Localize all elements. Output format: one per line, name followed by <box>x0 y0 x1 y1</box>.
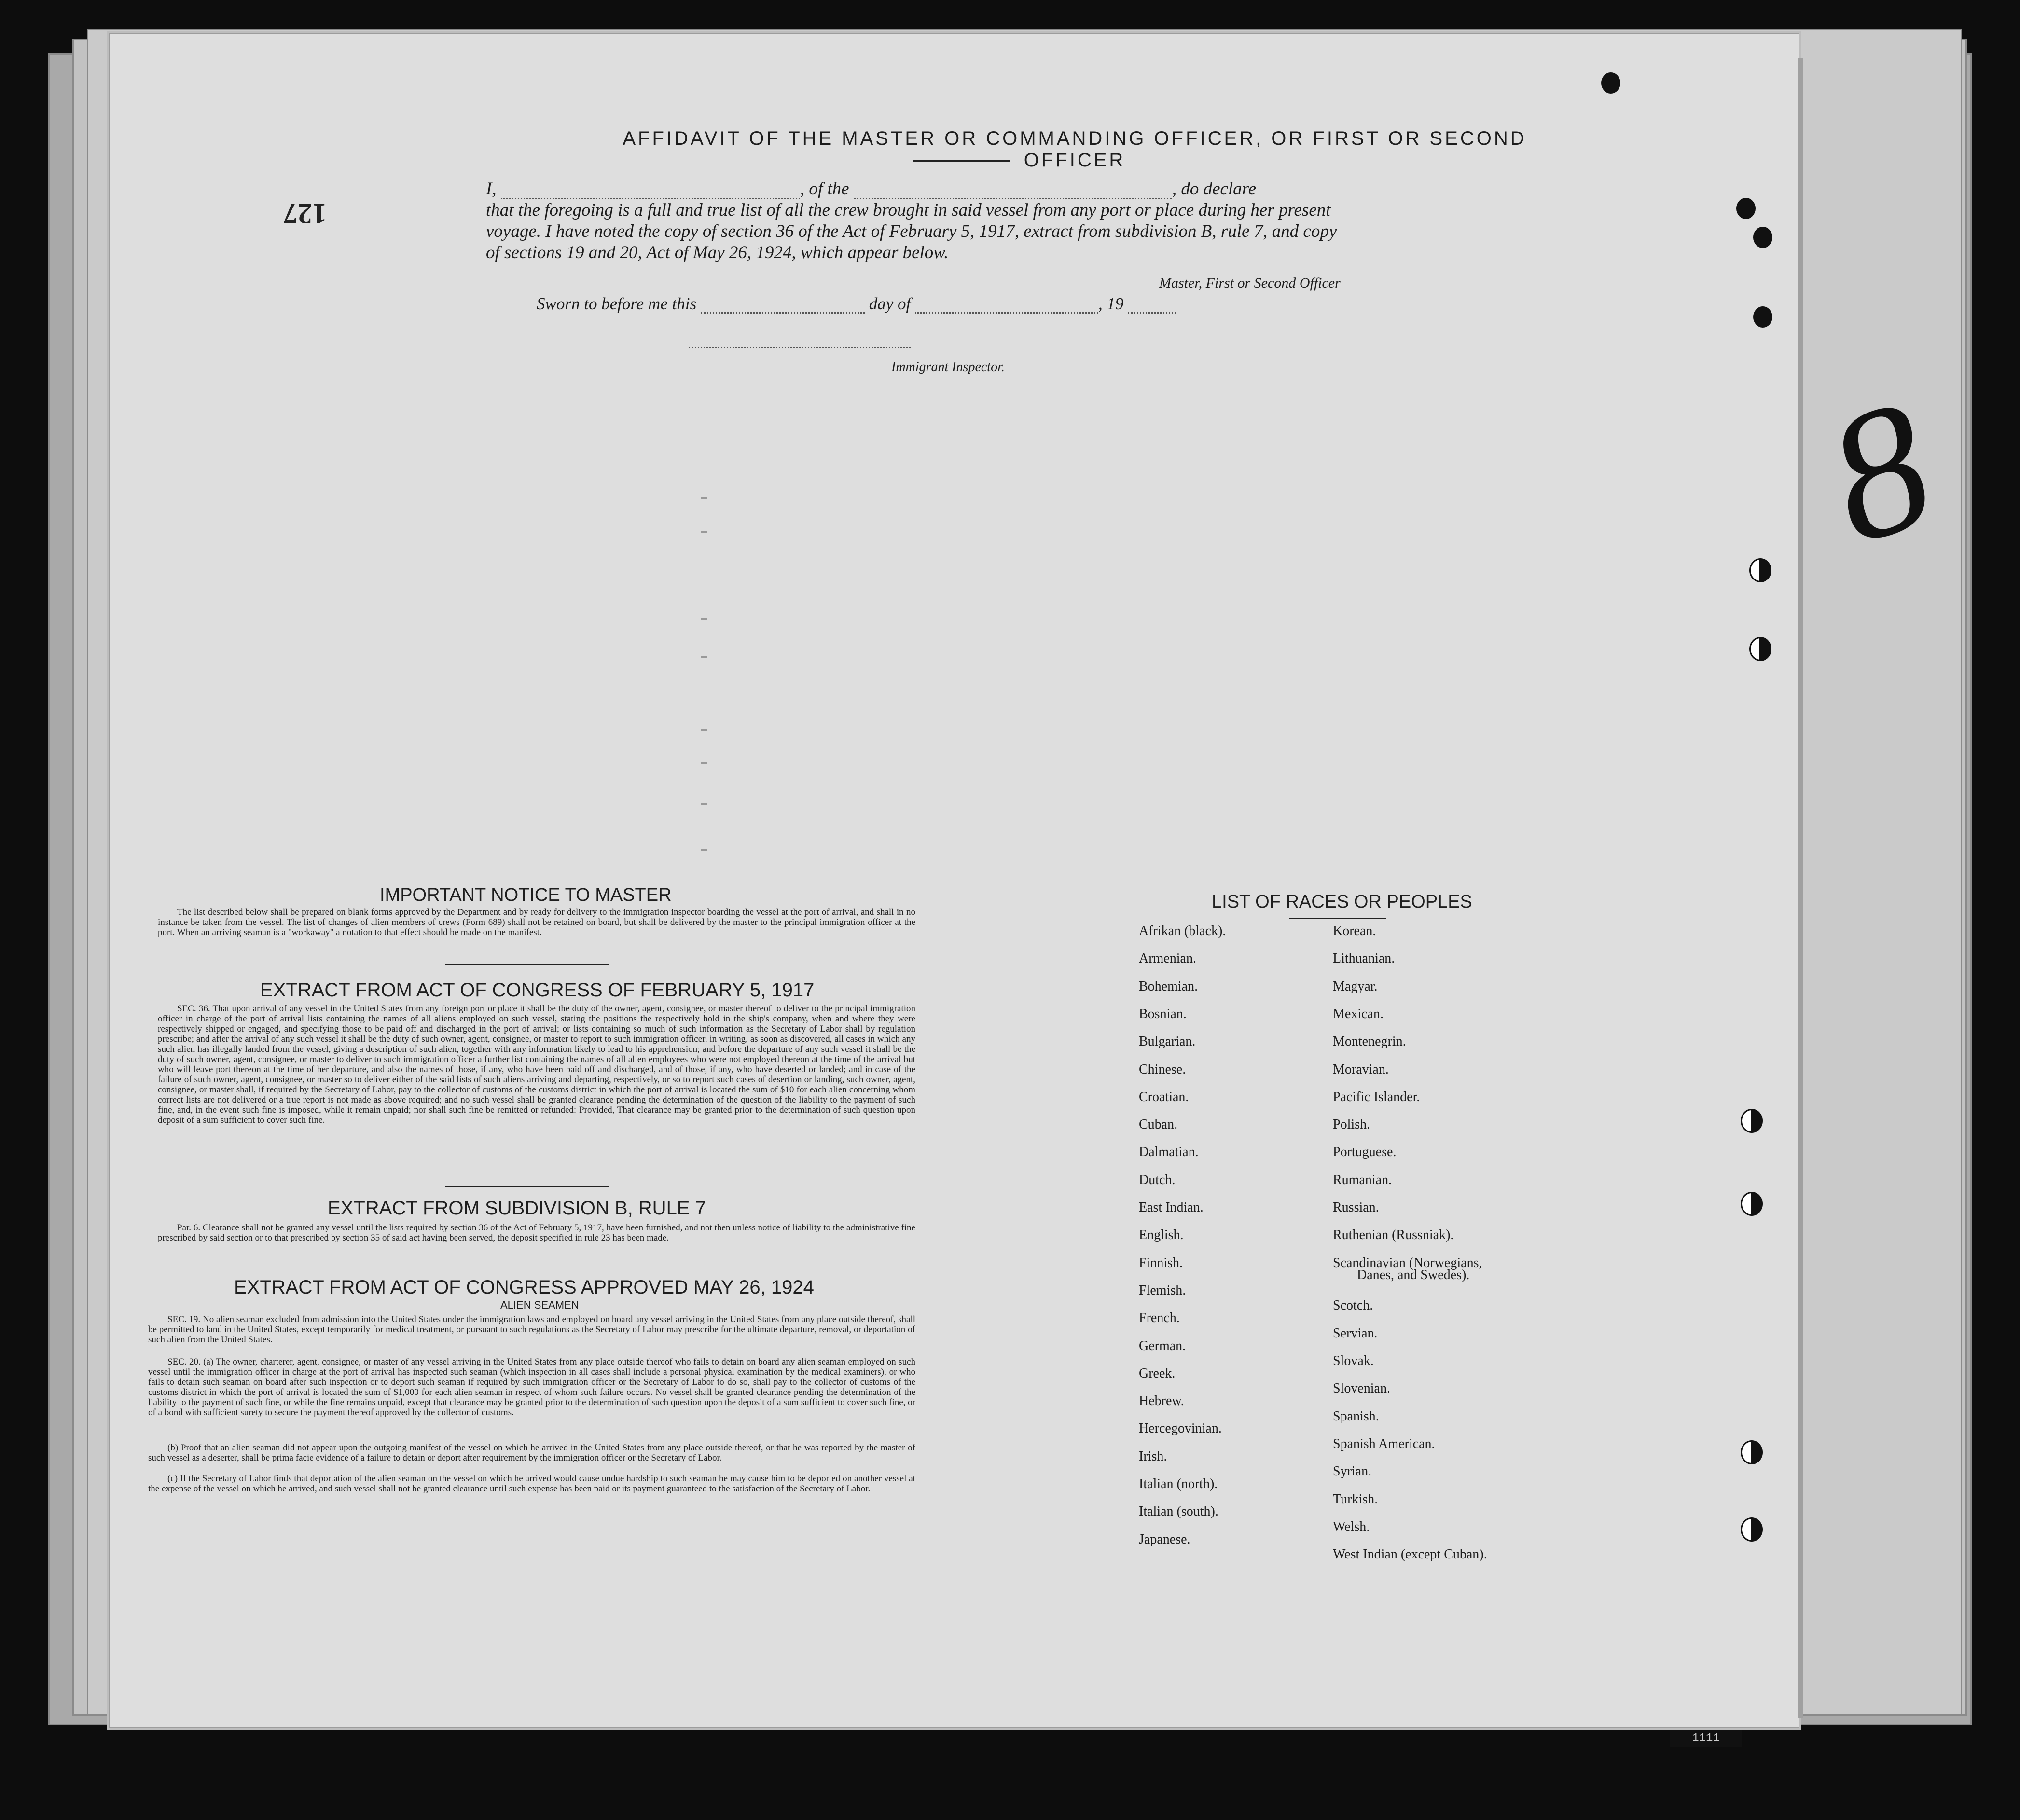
race-item: Slovenian. <box>1333 1381 1390 1396</box>
margin-dash <box>701 849 707 851</box>
race-item: French. <box>1139 1310 1180 1325</box>
margin-dash <box>701 618 707 620</box>
races-rule <box>1289 918 1386 919</box>
affidavit-line3: voyage. I have noted the copy of section 36 of the Act of February 5, 1917, extract from subdivision B, rule 7, and copy <box>486 221 1337 241</box>
race-item: Dalmatian. <box>1139 1144 1199 1159</box>
extract-1924-title: EXTRACT FROM ACT OF CONGRESS APPROVED MAY 26, 1924 <box>234 1277 814 1298</box>
title-rule <box>913 160 1010 162</box>
race-item: Spanish. <box>1333 1409 1379 1424</box>
race-item: Japanese. <box>1139 1532 1190 1547</box>
race-item: Magyar. <box>1333 979 1378 994</box>
race-item: Rumanian. <box>1333 1172 1392 1187</box>
race-item: West Indian (except Cuban). <box>1333 1547 1487 1562</box>
section-rule <box>445 964 609 965</box>
race-item: Scandinavian (Norwegians, <box>1333 1255 1482 1270</box>
extract-1924-sec20b: (b) Proof that an alien seaman did not appear upon the outgoing manifest of the vessel on which he arrived in the United States from any place outside thereof, or that he was reported by the master of such vessel as a deserter, shall be prima facie evidence of a failure to detain or deport after requirement by the immigration officer or the Secretary of Labor. <box>148 1443 915 1463</box>
race-item: Syrian. <box>1333 1464 1372 1479</box>
race-item: Hebrew. <box>1139 1393 1184 1408</box>
race-item: Servian. <box>1333 1326 1378 1341</box>
race-item: Danes, and Swedes). <box>1357 1268 1470 1282</box>
notice-body: The list described below shall be prepared on blank forms approved by the Department and by ready for delivery to the immigration inspector boarding the vessel at the port of arrival, and shall in no instance be taken from the vessel. The list of changes of alien members of crews (Form 689) shall not be retained on board, but shall be delivered by the master to the principal immigration officer at the port. When an arriving seaman is a "workaway" a notation to that effect should be made on the manifest. <box>158 907 915 938</box>
race-item: East Indian. <box>1139 1200 1204 1215</box>
binding-hole <box>1753 227 1772 248</box>
affidavit-title: AFFIDAVIT OF THE MASTER OR COMMANDING OFFICER, OR FIRST OR SECOND OFFICER <box>623 128 1527 171</box>
binding-hole <box>1749 637 1771 661</box>
sworn-month-field[interactable] <box>915 312 1098 314</box>
race-item: Mexican. <box>1333 1007 1384 1021</box>
race-item: English. <box>1139 1227 1184 1242</box>
extract-1917-body: SEC. 36. That upon arrival of any vessel in the United States from any foreign port or place it shall be the duty of the owner, agent, consignee, or master thereof to deliver to the principal immigration officer in charge of the port of arrival lists containing the names of all aliens employed on such vessel, stating the positions the respectively hold in the ship's company, when and where they were respectively shipped or engaged, and specifying those to be paid off and discharged in the port of arrival; or lists containing so much of such information as the Secretary of Labor shall by regulation prescribe; and after the arrival of any such vessel it shall be the duty of such owner, agent, consignee, or master to report to such immigration officer, in writing, as soon as discovered, all cases in which any such alien has illegally landed from the vessel, giving a description of such alien, together with any information likely to lead to his apprehension; and before the departure of any such vessel it shall be the duty of such owner, agent, consignee, or master to deliver to such immigration officer a further list containing the names of all alien employees who were not employed thereon at the time of the arrival but who will leave port thereon at the time of her departure, and also the names of those, if any, who have been paid off and discharged, and of those, if any, who have deserted or landed; and in case of the failure of such owner, agent, consignee, or master so to deliver either of the said lists of such aliens arriving and departing, respectively, or so to report such cases of desertion or landing, such owner, agent, consignee, or master shall, if required by the Secretary of Labor, pay to the collector of customs of the customs district in which the port of arrival is located the sum of $10 for each alien concerning whom correct lists are not delivered or a true report is not made as above required; and no such vessel shall be granted clearance pending the determination of the question of the liability to the payment of such fine, and, in the event such fine is imposed, while it remain unpaid; nor shall such fine be remitted or refunded: Provided, That clearance may be granted prior to the determination of such question upon deposit of a sum sufficient to cover such fine. <box>158 1004 915 1125</box>
inspector-signature-field[interactable] <box>689 346 911 348</box>
race-item: Cuban. <box>1139 1117 1178 1132</box>
inspector-label: Immigrant Inspector. <box>891 359 1005 374</box>
race-item: Slovak. <box>1333 1353 1374 1368</box>
alien-seamen-subtitle: ALIEN SEAMEN <box>500 1299 579 1311</box>
race-item: Finnish. <box>1139 1255 1183 1270</box>
page-edge <box>1798 58 1803 1718</box>
race-item: Lithuanian. <box>1333 951 1395 966</box>
binding-hole <box>1741 1440 1763 1464</box>
affidavit-line2: that the foregoing is a full and true list of all the crew brought in said vessel from any port or place during her present <box>486 200 1331 220</box>
race-item: Polish. <box>1333 1117 1370 1132</box>
extract-1924-sec20c: (c) If the Secretary of Labor finds that deportation of the alien seaman on the vessel on which he arrived would cause undue hardship to such seaman he may cause him to be deported on another vessel at the expense of the vessel on which he arrived, and such vessel shall not be granted clearance until such expense has been paid or its payment guaranteed to the satisfaction of the Secretary of Labor. <box>148 1474 915 1494</box>
race-item: Bulgarian. <box>1139 1034 1196 1049</box>
binding-hole <box>1741 1109 1763 1133</box>
race-item: Hercegovinian. <box>1139 1421 1222 1436</box>
year-label: , 19 <box>1098 294 1124 313</box>
margin-dash <box>701 497 707 499</box>
race-item: Flemish. <box>1139 1283 1186 1298</box>
race-item: Welsh. <box>1333 1519 1370 1534</box>
race-item: Moravian. <box>1333 1062 1389 1077</box>
subdivision-b-body: Par. 6. Clearance shall not be granted any vessel until the lists required by section 36 of the Act of February 5, 1917, have been furnished, and not then unless notice of liability to the administrative fine prescribed by said section or to that prescribed by section 35 of said act having been served, the deposit specified in rule 23 has been made. <box>158 1223 915 1243</box>
handwritten-sheet-mark: 8 <box>1804 361 1955 583</box>
binding-stamp: 1111 <box>1670 1730 1742 1747</box>
affidavit-line1 <box>486 179 1256 199</box>
race-item: Korean. <box>1333 924 1376 938</box>
signer-title: Master, First or Second Officer <box>1159 275 1341 291</box>
race-item: Dutch. <box>1139 1172 1176 1187</box>
sworn-label: Sworn to before me this <box>537 294 697 313</box>
section-rule <box>445 1186 609 1187</box>
binding-hole <box>1749 558 1771 582</box>
race-item: Afrikan (black). <box>1139 924 1226 938</box>
affidavit-page <box>109 33 1799 1728</box>
day-of-label: day of <box>869 294 911 313</box>
race-item: Montenegrin. <box>1333 1034 1406 1049</box>
race-item: Italian (north). <box>1139 1476 1218 1491</box>
races-title: LIST OF RACES OR PEOPLES <box>1212 892 1472 912</box>
declare-label: , do declare <box>1172 179 1257 199</box>
sworn-year-field[interactable] <box>1128 312 1176 314</box>
race-item: Croatian. <box>1139 1089 1189 1104</box>
declarant-name-field[interactable] <box>501 197 800 199</box>
race-item: Russian. <box>1333 1200 1379 1215</box>
margin-dash <box>701 531 707 533</box>
sworn-day-field[interactable] <box>701 312 865 314</box>
margin-dash <box>701 762 707 764</box>
race-item: Irish. <box>1139 1449 1167 1464</box>
binding-hole <box>1741 1192 1763 1216</box>
binding-hole <box>1736 198 1756 219</box>
subdivision-b-title: EXTRACT FROM SUBDIVISION B, RULE 7 <box>328 1198 706 1219</box>
race-item: German. <box>1139 1338 1186 1353</box>
race-item: Portuguese. <box>1333 1144 1397 1159</box>
race-item: Chinese. <box>1139 1062 1186 1077</box>
race-item: Bohemian. <box>1139 979 1198 994</box>
vessel-name-field[interactable] <box>854 197 1172 199</box>
race-item: Bosnian. <box>1139 1007 1187 1021</box>
margin-dash <box>701 803 707 805</box>
race-item: Armenian. <box>1139 951 1196 966</box>
binding-hole <box>1753 306 1772 328</box>
race-item: Scotch. <box>1333 1298 1373 1313</box>
race-item: Ruthenian (Russniak). <box>1333 1227 1454 1242</box>
binding-hole <box>1741 1517 1763 1542</box>
extract-1917-title: EXTRACT FROM ACT OF CONGRESS OF FEBRUARY 5, 1917 <box>260 979 815 1001</box>
notice-title: IMPORTANT NOTICE TO MASTER <box>380 885 672 905</box>
extract-1924-sec19: SEC. 19. No alien seaman excluded from admission into the United States under the immigration laws and employed on board any vessel arriving in the United States from any place outside thereof, shall be permitted to land in the United States, except temporarily for medical treatment, or pursuant to such regulations as the Secretary of Labor may prescribe for the ultimate departure, removal, or deportation of such alien from the United States. <box>148 1314 915 1345</box>
extract-1924-sec20a: SEC. 20. (a) The owner, charterer, agent, consignee, or master of any vessel arriving in the United States from any place outside thereof who fails to detain on board any alien seaman employed on such vessel until the immigration officer in charge at the port of arrival has inspected such seaman (which inspection in all cases shall include a personal physical examination by the medical examiners), or who fails to detain such seaman on board after such inspection or to deport such seaman if required by such immigration officer or the Secretary of Labor to do so, shall pay to the collector of customs of the customs district in which the port of arrival is located the sum of $1,000 for each alien seaman in respect of whom such failure occurs. No vessel shall be granted clearance pending the determination of the liability to the payment of such fine, or while the fine remains unpaid, except that clearance may be granted prior to the determination of such question upon the deposit of a sum sufficient to cover such fine, or of a bond with sufficient surety to secure the payment thereof approved by the collector of customs. <box>148 1357 915 1418</box>
sworn-line <box>537 294 1176 314</box>
vessel-label: , of the <box>800 179 849 199</box>
margin-dash <box>701 656 707 658</box>
race-item: Pacific Islander. <box>1333 1089 1420 1104</box>
margin-dash <box>701 729 707 731</box>
race-item: Spanish American. <box>1333 1436 1435 1451</box>
declarant-label: I, <box>486 179 497 199</box>
race-item: Italian (south). <box>1139 1504 1218 1519</box>
affidavit-line4: of sections 19 and 20, Act of May 26, 1924, which appear below. <box>486 243 949 262</box>
race-item: Greek. <box>1139 1366 1176 1381</box>
race-item: Turkish. <box>1333 1492 1378 1507</box>
binding-hole <box>1601 72 1620 94</box>
handwritten-page-number: 127 <box>283 198 327 230</box>
